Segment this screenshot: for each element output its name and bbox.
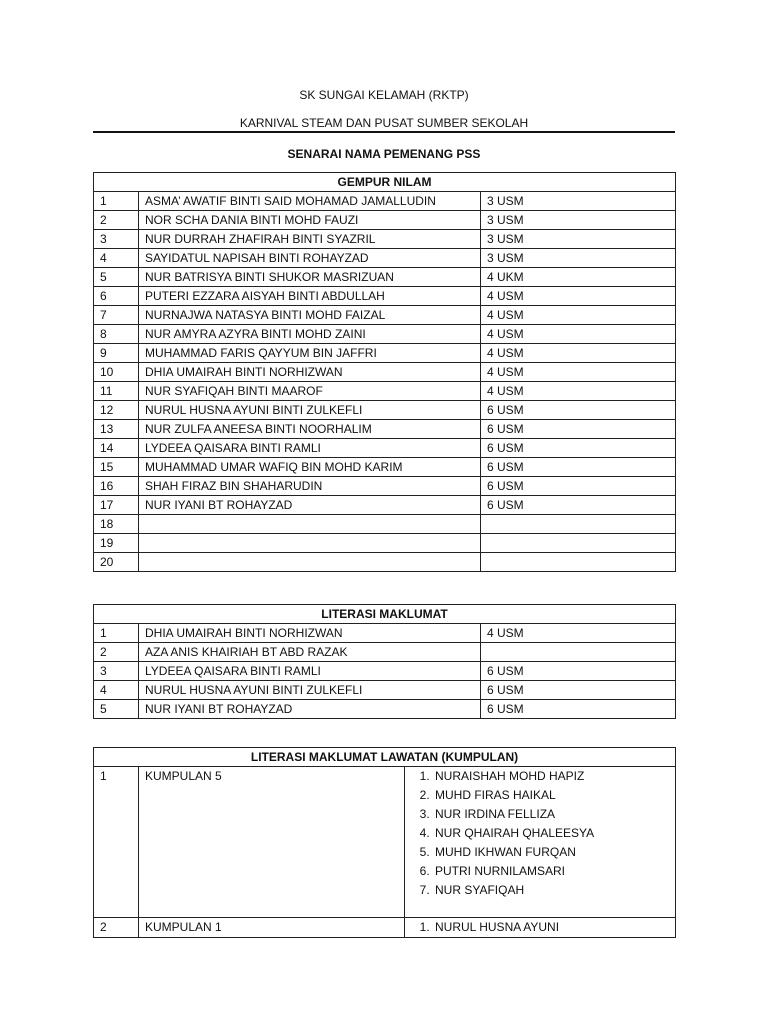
row-number: 9	[94, 344, 139, 363]
student-name: NUR AMYRA AZYRA BINTI MOHD ZAINI	[139, 325, 481, 344]
row-number: 10	[94, 363, 139, 382]
row-number: 15	[94, 458, 139, 477]
table-row	[94, 515, 676, 534]
student-class: 4 USM	[481, 306, 676, 325]
student-name: NUR SYAFIQAH BINTI MAAROF	[139, 382, 481, 401]
member-name: 1. NURUL HUSNA AYUNI	[433, 918, 669, 937]
table-row	[94, 344, 676, 363]
student-class: 4 USM	[481, 382, 676, 401]
table-row	[94, 700, 676, 719]
member-list	[411, 918, 669, 937]
table-row	[94, 192, 676, 211]
row-number: 20	[94, 553, 139, 572]
student-name	[139, 553, 481, 572]
member-name: 5. MUHD IKHWAN FURQAN	[433, 843, 669, 862]
table-row	[94, 534, 676, 553]
row-number: 2	[94, 211, 139, 230]
student-class: 3 USM	[481, 192, 676, 211]
row-number: 5	[94, 700, 139, 719]
group-number: 2	[94, 918, 139, 938]
row-number: 17	[94, 496, 139, 515]
student-name	[139, 534, 481, 553]
student-class: 3 USM	[481, 249, 676, 268]
row-number: 3	[94, 230, 139, 249]
student-class: 4 USM	[481, 363, 676, 382]
student-name: LYDEEA QAISARA BINTI RAMLI	[139, 662, 481, 681]
table-row	[94, 458, 676, 477]
student-class: 6 USM	[481, 477, 676, 496]
table-row	[94, 918, 676, 938]
student-name: PUTERI EZZARA AISYAH BINTI ABDULLAH	[139, 287, 481, 306]
table-row	[94, 249, 676, 268]
member-name: 6. PUTRI NURNILAMSARI	[433, 862, 669, 881]
table-row	[94, 211, 676, 230]
student-name: SHAH FIRAZ BIN SHAHARUDIN	[139, 477, 481, 496]
table-row	[94, 230, 676, 249]
gempur-nilam-table	[93, 172, 676, 572]
student-class: 6 USM	[481, 662, 676, 681]
school-name: SK SUNGAI KELAMAH (RKTP)	[299, 88, 469, 102]
lawatan-title: LITERASI MAKLUMAT LAWATAN (KUMPULAN)	[94, 748, 676, 767]
row-number: 6	[94, 287, 139, 306]
literasi-maklumat-table	[93, 604, 676, 719]
row-number: 19	[94, 534, 139, 553]
student-class: 6 USM	[481, 401, 676, 420]
member-name: 4. NUR QHAIRAH QHALEESYA	[433, 824, 669, 843]
table-row	[94, 553, 676, 572]
student-name: SAYIDATUL NAPISAH BINTI ROHAYZAD	[139, 249, 481, 268]
student-class: 3 USM	[481, 230, 676, 249]
student-class	[481, 553, 676, 572]
member-name: 7. NUR SYAFIQAH	[433, 881, 669, 900]
group-members	[405, 918, 676, 938]
student-class: 4 USM	[481, 325, 676, 344]
row-number: 13	[94, 420, 139, 439]
student-class: 6 USM	[481, 496, 676, 515]
literasi-maklumat-title: LITERASI MAKLUMAT	[94, 605, 676, 624]
student-name: DHIA UMAIRAH BINTI NORHIZWAN	[139, 624, 481, 643]
table-row	[94, 477, 676, 496]
table-row	[94, 420, 676, 439]
student-class: 6 USM	[481, 681, 676, 700]
row-number: 1	[94, 192, 139, 211]
row-number: 18	[94, 515, 139, 534]
header-divider	[93, 131, 675, 133]
document-title: SENARAI NAMA PEMENANG PSS	[287, 147, 481, 161]
row-number: 3	[94, 662, 139, 681]
student-class: 6 USM	[481, 700, 676, 719]
event-name: KARNIVAL STEAM DAN PUSAT SUMBER SEKOLAH	[239, 116, 529, 130]
table-row	[94, 643, 676, 662]
table-row	[94, 496, 676, 515]
table-row	[94, 662, 676, 681]
table-row	[94, 287, 676, 306]
row-number: 11	[94, 382, 139, 401]
student-name: NUR DURRAH ZHAFIRAH BINTI SYAZRIL	[139, 230, 481, 249]
student-class	[481, 534, 676, 553]
table-row	[94, 767, 676, 918]
member-list	[411, 767, 669, 900]
table-row	[94, 681, 676, 700]
member-name: 1. NURAISHAH MOHD HAPIZ	[433, 767, 669, 786]
student-name: AZA ANIS KHAIRIAH BT ABD RAZAK	[139, 643, 481, 662]
lawatan-table	[93, 747, 676, 938]
student-name: NUR BATRISYA BINTI SHUKOR MASRIZUAN	[139, 268, 481, 287]
member-name: 2. MUHD FIRAS HAIKAL	[433, 786, 669, 805]
row-number: 7	[94, 306, 139, 325]
group-name: KUMPULAN 5	[139, 767, 405, 918]
table-row	[94, 268, 676, 287]
student-name: NUR ZULFA ANEESA BINTI NOORHALIM	[139, 420, 481, 439]
student-name: DHIA UMAIRAH BINTI NORHIZWAN	[139, 363, 481, 382]
student-class: 4 USM	[481, 624, 676, 643]
student-class: 4 USM	[481, 344, 676, 363]
student-name: NUR IYANI BT ROHAYZAD	[139, 496, 481, 515]
table-row	[94, 382, 676, 401]
member-name: 3. NUR IRDINA FELLIZA	[433, 805, 669, 824]
student-class: 4 USM	[481, 287, 676, 306]
student-class: 3 USM	[481, 211, 676, 230]
row-number: 4	[94, 681, 139, 700]
student-class: 6 USM	[481, 420, 676, 439]
student-name: MUHAMMAD FARIS QAYYUM BIN JAFFRI	[139, 344, 481, 363]
group-name: KUMPULAN 1	[139, 918, 405, 938]
student-name: NURUL HUSNA AYUNI BINTI ZULKEFLI	[139, 681, 481, 700]
student-name: MUHAMMAD UMAR WAFIQ BIN MOHD KARIM	[139, 458, 481, 477]
student-name	[139, 515, 481, 534]
group-members	[405, 767, 676, 918]
row-number: 8	[94, 325, 139, 344]
student-name: NUR IYANI BT ROHAYZAD	[139, 700, 481, 719]
row-number: 14	[94, 439, 139, 458]
row-number: 16	[94, 477, 139, 496]
row-number: 4	[94, 249, 139, 268]
student-class: 4 UKM	[481, 268, 676, 287]
table-row	[94, 624, 676, 643]
student-class: 6 USM	[481, 439, 676, 458]
gempur-nilam-title: GEMPUR NILAM	[94, 173, 676, 192]
student-class: 6 USM	[481, 458, 676, 477]
student-class	[481, 515, 676, 534]
row-number: 2	[94, 643, 139, 662]
student-name: ASMA’ AWATIF BINTI SAID MOHAMAD JAMALLUDIN	[139, 192, 481, 211]
row-number: 1	[94, 624, 139, 643]
table-row	[94, 363, 676, 382]
table-row	[94, 401, 676, 420]
table-row	[94, 325, 676, 344]
table-row	[94, 439, 676, 458]
student-name: NOR SCHA DANIA BINTI MOHD FAUZI	[139, 211, 481, 230]
table-row	[94, 306, 676, 325]
row-number: 5	[94, 268, 139, 287]
student-class	[481, 643, 676, 662]
student-name: NURUL HUSNA AYUNI BINTI ZULKEFLI	[139, 401, 481, 420]
student-name: LYDEEA QAISARA BINTI RAMLI	[139, 439, 481, 458]
group-number: 1	[94, 767, 139, 918]
student-name: NURNAJWA NATASYA BINTI MOHD FAIZAL	[139, 306, 481, 325]
row-number: 12	[94, 401, 139, 420]
